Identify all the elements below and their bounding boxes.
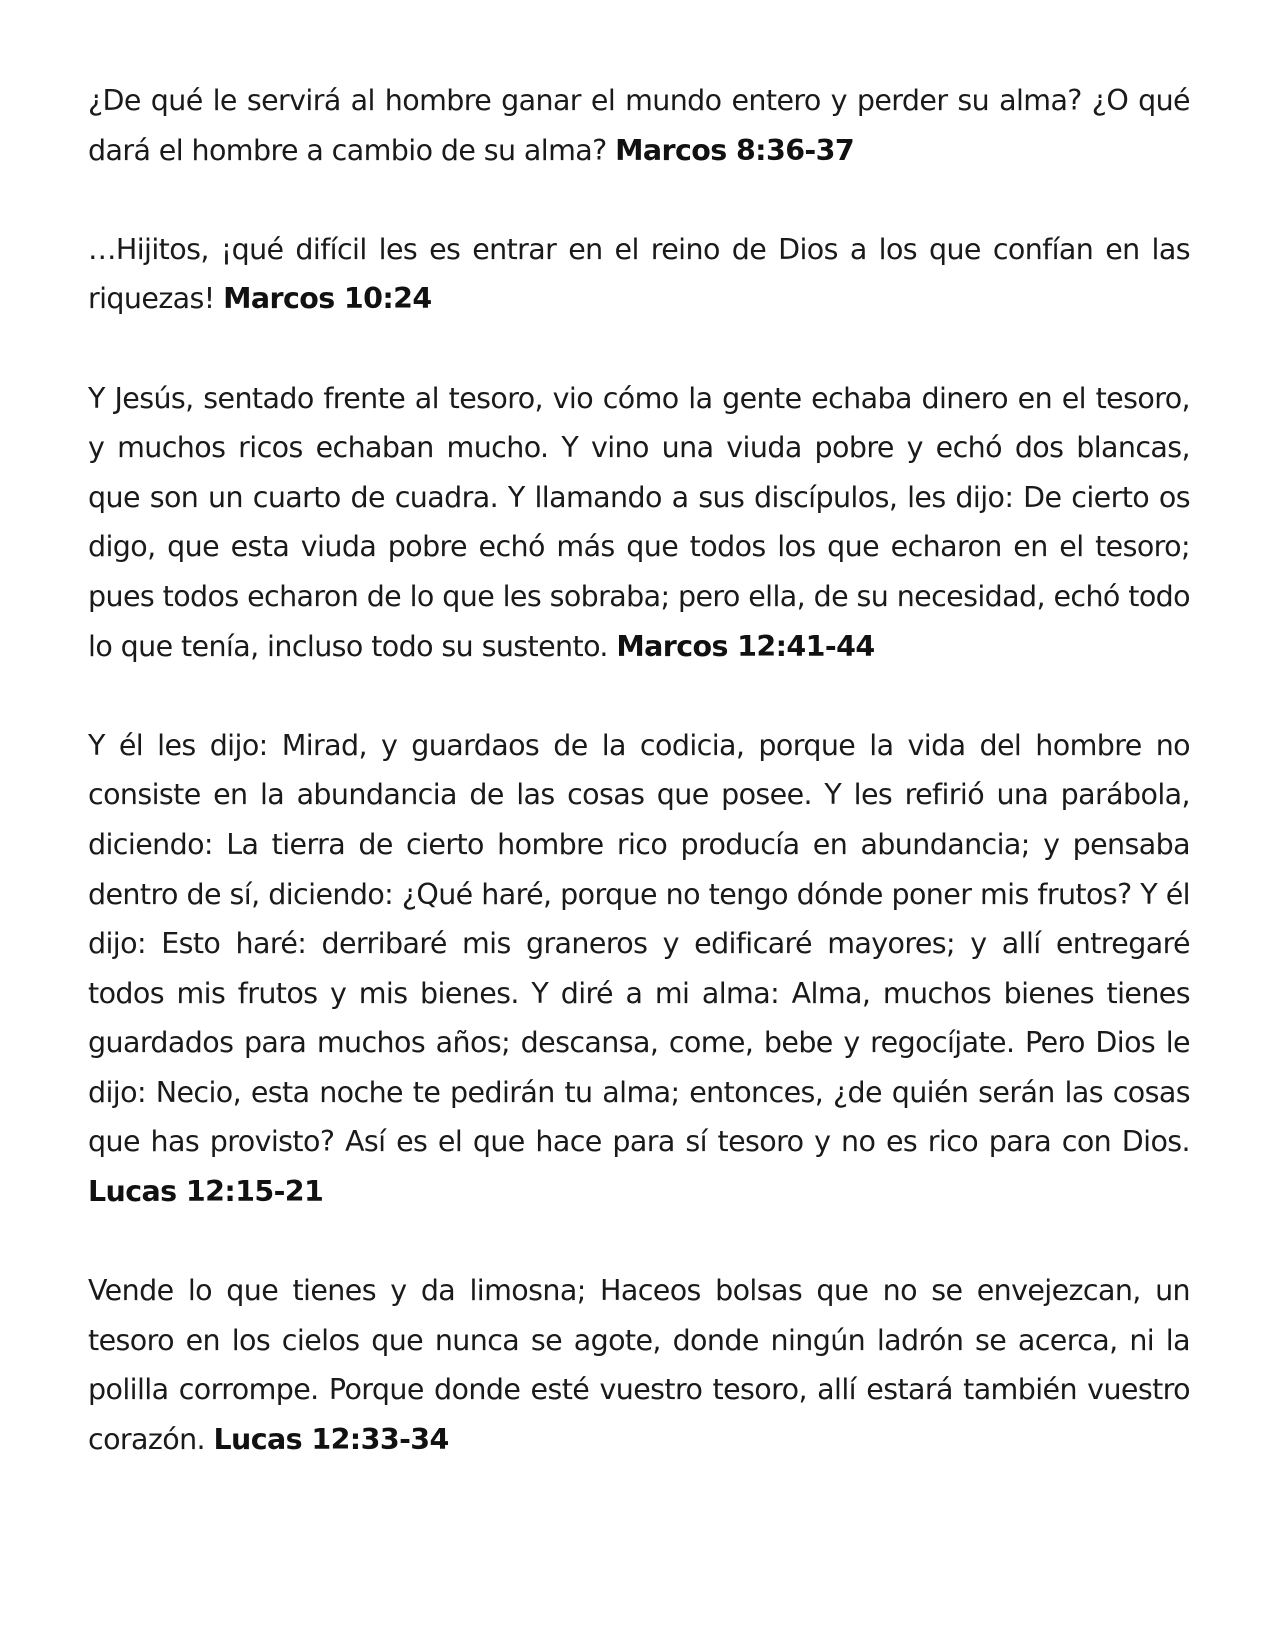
- document-page: [88, 76, 1190, 1514]
- passage-1: [88, 76, 1190, 175]
- passage-text: Y él les dijo: Mirad, y guardaos de la codicia, porque la vida del hombre no consiste en la abundancia de las cosas que posee. Y les refirió una parábola, diciendo: La tierra de cierto hombre rico producía en abundancia; y pensaba dentro de sí, diciendo: ¿Qué haré, porque no tengo dónde poner mis frutos? Y él dijo: Esto haré: derribaré mis graneros y edificaré mayores; y allí entregaré todos mis frutos y mis bienes. Y diré a mi alma: Alma, muchos bienes tienes guardados para muchos años; descansa, come, bebe y regocíjate. Pero Dios le dijo: Necio, esta noche te pedirán tu alma; entonces, ¿de quién serán las cosas que has provisto? Así es el que hace para sí tesoro y no es rico para con Dios.: [88, 728, 1190, 1159]
- passage-3: [88, 374, 1190, 672]
- passage-reference: Marcos 8:36-37: [615, 133, 855, 167]
- passage-reference: Lucas 12:33-34: [213, 1423, 449, 1457]
- passage-text: …Hijitos, ¡qué difícil les es entrar en el reino de Dios a los que confían en las riquezas!: [88, 232, 1190, 316]
- passage-5: [88, 1266, 1190, 1464]
- passage-reference: Marcos 12:41-44: [616, 629, 875, 663]
- passage-text: Y Jesús, sentado frente al tesoro, vio cómo la gente echaba dinero en el tesoro, y muchos ricos echaban mucho. Y vino una viuda pobre y echó dos blancas, que son un cuarto de cuadra. Y llamando a sus discípulos, les dijo: De cierto os digo, que esta viuda pobre echó más que todos los que echaron en el tesoro; pues todos echaron de lo que les sobraba; pero ella, de su necesidad, echó todo lo que tenía, incluso todo su sustento.: [88, 381, 1190, 663]
- passage-text: ¿De qué le servirá al hombre ganar el mundo entero y perder su alma? ¿O qué dará el hombre a cambio de su alma?: [88, 84, 1190, 167]
- passage-reference: Lucas 12:15-21: [88, 1175, 324, 1209]
- passage-text: Vende lo que tienes y da limosna; Haceos bolsas que no se envejezcan, un tesoro en los cielos que nunca se agote, donde ningún ladrón se acerca, ni la polilla corrompe. Porque donde esté vuestro tesoro, allí estará también vuestro corazón.: [88, 1274, 1190, 1457]
- passage-reference: Marcos 10:24: [223, 282, 432, 316]
- passage-2: [88, 225, 1190, 324]
- passage-4: [88, 721, 1190, 1217]
